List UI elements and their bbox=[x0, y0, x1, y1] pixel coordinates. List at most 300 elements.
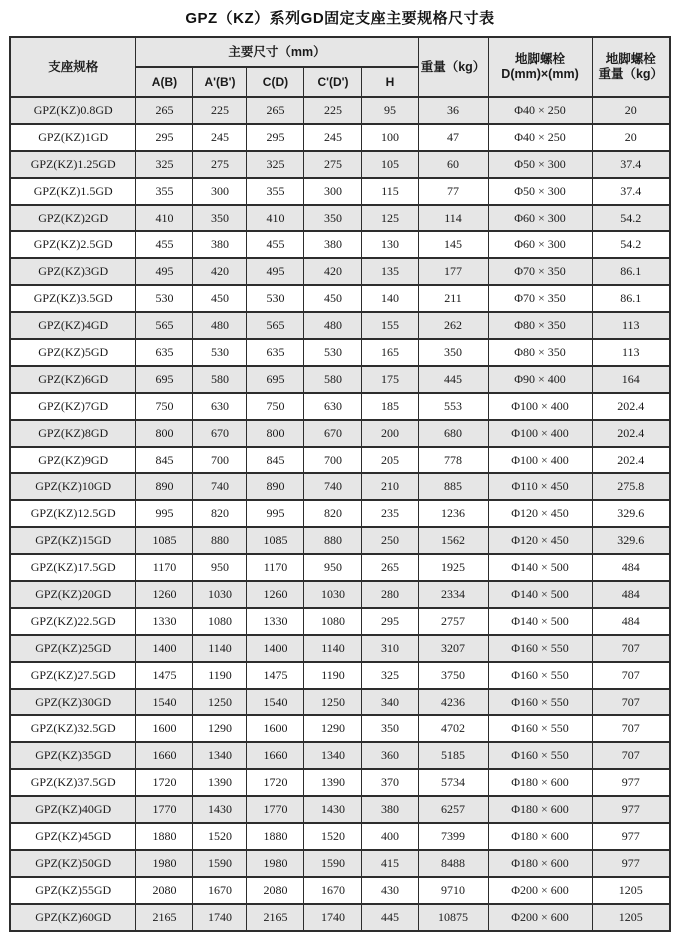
table-cell: Φ80 × 350 bbox=[488, 339, 592, 366]
table-cell: 1236 bbox=[418, 500, 488, 527]
table-cell: 77 bbox=[418, 178, 488, 205]
header-dim-h: H bbox=[362, 67, 418, 97]
spec-cell: GPZ(KZ)32.5GD bbox=[10, 715, 136, 742]
table-row bbox=[10, 339, 670, 366]
table-cell: 740 bbox=[193, 473, 247, 500]
table-cell: Φ140 × 500 bbox=[488, 554, 592, 581]
table-cell: 565 bbox=[136, 312, 193, 339]
table-cell: Φ120 × 450 bbox=[488, 500, 592, 527]
table-cell: 1260 bbox=[136, 581, 193, 608]
table-cell: 1260 bbox=[247, 581, 304, 608]
table-cell: 1330 bbox=[136, 608, 193, 635]
table-row bbox=[10, 97, 670, 124]
table-cell: 1390 bbox=[304, 769, 362, 796]
page-title: GPZ（KZ）系列GD固定支座主要规格尺寸表 bbox=[185, 10, 495, 27]
table-cell: 202.4 bbox=[592, 420, 670, 447]
spec-cell: GPZ(KZ)1.25GD bbox=[10, 151, 136, 178]
table-cell: 420 bbox=[193, 258, 247, 285]
table-cell: 977 bbox=[592, 850, 670, 877]
table-cell: 275 bbox=[304, 151, 362, 178]
table-row bbox=[10, 231, 670, 258]
table-cell: 707 bbox=[592, 662, 670, 689]
table-cell: 707 bbox=[592, 635, 670, 662]
header-anchor-bolt-weight bbox=[592, 37, 670, 97]
table-cell: 225 bbox=[304, 97, 362, 124]
table-cell: 3750 bbox=[418, 662, 488, 689]
table-header bbox=[10, 37, 670, 97]
table-cell: 707 bbox=[592, 715, 670, 742]
table-cell: 37.4 bbox=[592, 178, 670, 205]
spec-cell: GPZ(KZ)0.8GD bbox=[10, 97, 136, 124]
table-cell: 580 bbox=[304, 366, 362, 393]
table-cell: 1085 bbox=[136, 527, 193, 554]
table-row bbox=[10, 500, 670, 527]
table-cell: 530 bbox=[304, 339, 362, 366]
table-cell: 265 bbox=[247, 97, 304, 124]
table-cell: Φ120 × 450 bbox=[488, 527, 592, 554]
table-cell: 1660 bbox=[136, 742, 193, 769]
table-cell: 2165 bbox=[136, 904, 193, 931]
header-main-dims-group: 主要尺寸（mm） bbox=[136, 37, 418, 67]
table-cell: 210 bbox=[362, 473, 418, 500]
table-cell: 113 bbox=[592, 312, 670, 339]
table-cell: 750 bbox=[136, 393, 193, 420]
table-cell: 4236 bbox=[418, 689, 488, 716]
table-cell: 37.4 bbox=[592, 151, 670, 178]
table-cell: 430 bbox=[362, 877, 418, 904]
table-cell: 95 bbox=[362, 97, 418, 124]
table-row bbox=[10, 769, 670, 796]
table-cell: 1540 bbox=[136, 689, 193, 716]
table-cell: 707 bbox=[592, 689, 670, 716]
table-row bbox=[10, 258, 670, 285]
table-cell: 820 bbox=[304, 500, 362, 527]
table-cell: 1190 bbox=[304, 662, 362, 689]
spec-cell: GPZ(KZ)5GD bbox=[10, 339, 136, 366]
table-cell: Φ100 × 400 bbox=[488, 393, 592, 420]
table-cell: 1330 bbox=[247, 608, 304, 635]
table-cell: 1170 bbox=[247, 554, 304, 581]
table-cell: Φ160 × 550 bbox=[488, 635, 592, 662]
table-cell: 630 bbox=[304, 393, 362, 420]
table-cell: Φ100 × 400 bbox=[488, 420, 592, 447]
table-cell: 20 bbox=[592, 97, 670, 124]
table-cell: Φ160 × 550 bbox=[488, 689, 592, 716]
table-cell: Φ70 × 350 bbox=[488, 285, 592, 312]
table-cell: 580 bbox=[193, 366, 247, 393]
table-row bbox=[10, 662, 670, 689]
table-cell: 1562 bbox=[418, 527, 488, 554]
table-cell: 450 bbox=[193, 285, 247, 312]
table-cell: 1880 bbox=[247, 823, 304, 850]
table-cell: 484 bbox=[592, 554, 670, 581]
table-cell: 6257 bbox=[418, 796, 488, 823]
table-cell: 880 bbox=[193, 527, 247, 554]
table-cell: 800 bbox=[247, 420, 304, 447]
table-cell: Φ90 × 400 bbox=[488, 366, 592, 393]
table-cell: Φ160 × 550 bbox=[488, 715, 592, 742]
table-cell: 800 bbox=[136, 420, 193, 447]
spec-cell: GPZ(KZ)60GD bbox=[10, 904, 136, 931]
table-cell: 410 bbox=[136, 205, 193, 232]
table-cell: 635 bbox=[247, 339, 304, 366]
table-cell: 445 bbox=[418, 366, 488, 393]
table-row bbox=[10, 285, 670, 312]
spec-cell: GPZ(KZ)6GD bbox=[10, 366, 136, 393]
table-cell: 1925 bbox=[418, 554, 488, 581]
table-cell: 1250 bbox=[304, 689, 362, 716]
header-dim-a: A(B) bbox=[136, 67, 193, 97]
table-row bbox=[10, 715, 670, 742]
table-cell: 350 bbox=[418, 339, 488, 366]
header-anchor-bolt-weight-line1: 地脚螺栓 bbox=[605, 52, 656, 66]
table-row bbox=[10, 473, 670, 500]
table-cell: 1170 bbox=[136, 554, 193, 581]
table-cell: 420 bbox=[304, 258, 362, 285]
table-cell: 325 bbox=[247, 151, 304, 178]
table-cell: 1030 bbox=[193, 581, 247, 608]
table-row bbox=[10, 877, 670, 904]
table-row bbox=[10, 635, 670, 662]
header-spec: 支座规格 bbox=[10, 37, 136, 97]
table-cell: 86.1 bbox=[592, 258, 670, 285]
table-cell: 54.2 bbox=[592, 205, 670, 232]
table-cell: 310 bbox=[362, 635, 418, 662]
table-cell: 950 bbox=[304, 554, 362, 581]
table-cell: 1340 bbox=[193, 742, 247, 769]
table-cell: 10875 bbox=[418, 904, 488, 931]
table-cell: Φ140 × 500 bbox=[488, 608, 592, 635]
table-row bbox=[10, 689, 670, 716]
table-cell: 890 bbox=[247, 473, 304, 500]
table-cell: 1205 bbox=[592, 904, 670, 931]
table-cell: 450 bbox=[304, 285, 362, 312]
spec-cell: GPZ(KZ)22.5GD bbox=[10, 608, 136, 635]
table-cell: 670 bbox=[304, 420, 362, 447]
table-cell: 265 bbox=[362, 554, 418, 581]
header-weight: 重量（kg） bbox=[418, 37, 488, 97]
table-cell: 7399 bbox=[418, 823, 488, 850]
table-cell: 1030 bbox=[304, 581, 362, 608]
table-cell: 415 bbox=[362, 850, 418, 877]
table-cell: 1140 bbox=[193, 635, 247, 662]
table-row bbox=[10, 608, 670, 635]
table-cell: 1400 bbox=[136, 635, 193, 662]
table-cell: 200 bbox=[362, 420, 418, 447]
table-row bbox=[10, 904, 670, 931]
table-cell: 455 bbox=[136, 231, 193, 258]
table-cell: 5185 bbox=[418, 742, 488, 769]
spec-cell: GPZ(KZ)30GD bbox=[10, 689, 136, 716]
table-cell: 2334 bbox=[418, 581, 488, 608]
table-row bbox=[10, 850, 670, 877]
spec-cell: GPZ(KZ)55GD bbox=[10, 877, 136, 904]
table-cell: 1770 bbox=[247, 796, 304, 823]
table-cell: 707 bbox=[592, 742, 670, 769]
table-row bbox=[10, 178, 670, 205]
table-cell: 295 bbox=[362, 608, 418, 635]
table-cell: 205 bbox=[362, 447, 418, 474]
spec-cell: GPZ(KZ)27.5GD bbox=[10, 662, 136, 689]
table-cell: 1770 bbox=[136, 796, 193, 823]
table-cell: 370 bbox=[362, 769, 418, 796]
table-cell: 1590 bbox=[193, 850, 247, 877]
table-cell: 350 bbox=[193, 205, 247, 232]
table-cell: 995 bbox=[247, 500, 304, 527]
header-anchor-bolt-line1: 地脚螺栓 bbox=[515, 52, 566, 66]
table-cell: 355 bbox=[136, 178, 193, 205]
table-cell: 275 bbox=[193, 151, 247, 178]
spec-cell: GPZ(KZ)10GD bbox=[10, 473, 136, 500]
table-cell: 484 bbox=[592, 608, 670, 635]
table-cell: 1205 bbox=[592, 877, 670, 904]
table-cell: 1520 bbox=[304, 823, 362, 850]
table-cell: 484 bbox=[592, 581, 670, 608]
table-row bbox=[10, 205, 670, 232]
table-row bbox=[10, 151, 670, 178]
table-cell: 130 bbox=[362, 231, 418, 258]
table-cell: 565 bbox=[247, 312, 304, 339]
table-cell: 280 bbox=[362, 581, 418, 608]
table-cell: 1740 bbox=[193, 904, 247, 931]
table-cell: Φ50 × 300 bbox=[488, 151, 592, 178]
spec-cell: GPZ(KZ)4GD bbox=[10, 312, 136, 339]
table-row bbox=[10, 447, 670, 474]
table-cell: 530 bbox=[193, 339, 247, 366]
table-cell: 1080 bbox=[193, 608, 247, 635]
spec-cell: GPZ(KZ)17.5GD bbox=[10, 554, 136, 581]
table-cell: 1290 bbox=[304, 715, 362, 742]
table-row bbox=[10, 312, 670, 339]
spec-cell: GPZ(KZ)40GD bbox=[10, 796, 136, 823]
table-cell: 977 bbox=[592, 769, 670, 796]
table-cell: Φ160 × 550 bbox=[488, 662, 592, 689]
table-cell: 245 bbox=[304, 124, 362, 151]
spec-cell: GPZ(KZ)8GD bbox=[10, 420, 136, 447]
table-cell: 845 bbox=[247, 447, 304, 474]
table-cell: 8488 bbox=[418, 850, 488, 877]
table-cell: Φ140 × 500 bbox=[488, 581, 592, 608]
table-cell: 380 bbox=[193, 231, 247, 258]
table-cell: 325 bbox=[136, 151, 193, 178]
spec-cell: GPZ(KZ)35GD bbox=[10, 742, 136, 769]
header-anchor-bolt bbox=[488, 37, 592, 97]
table-cell: 1600 bbox=[136, 715, 193, 742]
table-cell: 553 bbox=[418, 393, 488, 420]
table-cell: 740 bbox=[304, 473, 362, 500]
table-cell: Φ180 × 600 bbox=[488, 769, 592, 796]
header-anchor-bolt-line2: D(mm)×(mm) bbox=[501, 67, 579, 81]
table-cell: 250 bbox=[362, 527, 418, 554]
spec-cell: GPZ(KZ)9GD bbox=[10, 447, 136, 474]
table-cell: 1140 bbox=[304, 635, 362, 662]
table-cell: 340 bbox=[362, 689, 418, 716]
table-cell: Φ200 × 600 bbox=[488, 904, 592, 931]
table-cell: 350 bbox=[362, 715, 418, 742]
table-cell: Φ40 × 250 bbox=[488, 124, 592, 151]
table-cell: 2165 bbox=[247, 904, 304, 931]
table-cell: 2757 bbox=[418, 608, 488, 635]
spec-cell: GPZ(KZ)3GD bbox=[10, 258, 136, 285]
table-cell: 325 bbox=[362, 662, 418, 689]
header-anchor-bolt-weight-line2: 重量（kg） bbox=[598, 67, 664, 81]
table-cell: 845 bbox=[136, 447, 193, 474]
table-cell: 1190 bbox=[193, 662, 247, 689]
table-cell: 495 bbox=[136, 258, 193, 285]
table-cell: 235 bbox=[362, 500, 418, 527]
table-cell: 1475 bbox=[136, 662, 193, 689]
spec-cell: GPZ(KZ)2GD bbox=[10, 205, 136, 232]
table-cell: 455 bbox=[247, 231, 304, 258]
table-cell: 400 bbox=[362, 823, 418, 850]
table-cell: 950 bbox=[193, 554, 247, 581]
table-cell: 175 bbox=[362, 366, 418, 393]
table-cell: 1660 bbox=[247, 742, 304, 769]
table-cell: 1430 bbox=[304, 796, 362, 823]
table-row bbox=[10, 420, 670, 447]
table-cell: 2080 bbox=[247, 877, 304, 904]
table-cell: 680 bbox=[418, 420, 488, 447]
table-cell: 890 bbox=[136, 473, 193, 500]
table-cell: 635 bbox=[136, 339, 193, 366]
header-dim-a2: A'(B') bbox=[193, 67, 247, 97]
table-cell: 1720 bbox=[247, 769, 304, 796]
table-cell: 165 bbox=[362, 339, 418, 366]
table-cell: 1430 bbox=[193, 796, 247, 823]
table-cell: 530 bbox=[247, 285, 304, 312]
table-cell: 1980 bbox=[247, 850, 304, 877]
table-cell: 329.6 bbox=[592, 527, 670, 554]
table-cell: 670 bbox=[193, 420, 247, 447]
table-cell: 885 bbox=[418, 473, 488, 500]
spec-cell: GPZ(KZ)2.5GD bbox=[10, 231, 136, 258]
table-cell: 355 bbox=[247, 178, 304, 205]
table-cell: 211 bbox=[418, 285, 488, 312]
table-row bbox=[10, 742, 670, 769]
table-cell: Φ100 × 400 bbox=[488, 447, 592, 474]
table-cell: 1475 bbox=[247, 662, 304, 689]
table-cell: 185 bbox=[362, 393, 418, 420]
table-row bbox=[10, 796, 670, 823]
table-cell: 2080 bbox=[136, 877, 193, 904]
table-cell: 1340 bbox=[304, 742, 362, 769]
table-cell: 1290 bbox=[193, 715, 247, 742]
table-cell: 350 bbox=[304, 205, 362, 232]
table-cell: 700 bbox=[193, 447, 247, 474]
spec-cell: GPZ(KZ)3.5GD bbox=[10, 285, 136, 312]
table-cell: 245 bbox=[193, 124, 247, 151]
table-cell: 1880 bbox=[136, 823, 193, 850]
table-cell: 145 bbox=[418, 231, 488, 258]
table-cell: 105 bbox=[362, 151, 418, 178]
table-cell: 113 bbox=[592, 339, 670, 366]
table-cell: 1720 bbox=[136, 769, 193, 796]
table-row bbox=[10, 393, 670, 420]
spec-cell: GPZ(KZ)20GD bbox=[10, 581, 136, 608]
table-cell: Φ160 × 550 bbox=[488, 742, 592, 769]
table-cell: 778 bbox=[418, 447, 488, 474]
table-cell: 630 bbox=[193, 393, 247, 420]
table-cell: 1980 bbox=[136, 850, 193, 877]
table-cell: 1080 bbox=[304, 608, 362, 635]
table-cell: 700 bbox=[304, 447, 362, 474]
table-cell: 300 bbox=[304, 178, 362, 205]
table-cell: Φ40 × 250 bbox=[488, 97, 592, 124]
table-cell: 1400 bbox=[247, 635, 304, 662]
table-cell: 20 bbox=[592, 124, 670, 151]
table-cell: 820 bbox=[193, 500, 247, 527]
header-dim-c: C(D) bbox=[247, 67, 304, 97]
table-cell: Φ180 × 600 bbox=[488, 850, 592, 877]
spec-cell: GPZ(KZ)25GD bbox=[10, 635, 136, 662]
spec-cell: GPZ(KZ)12.5GD bbox=[10, 500, 136, 527]
table-cell: 995 bbox=[136, 500, 193, 527]
table-row bbox=[10, 527, 670, 554]
table-cell: 329.6 bbox=[592, 500, 670, 527]
table-cell: 530 bbox=[136, 285, 193, 312]
table-cell: 380 bbox=[362, 796, 418, 823]
table-cell: Φ80 × 350 bbox=[488, 312, 592, 339]
table-cell: 1250 bbox=[193, 689, 247, 716]
header-row-main bbox=[10, 37, 670, 67]
table-cell: 300 bbox=[193, 178, 247, 205]
table-cell: 115 bbox=[362, 178, 418, 205]
table-cell: 1670 bbox=[193, 877, 247, 904]
table-cell: 295 bbox=[247, 124, 304, 151]
table-cell: Φ200 × 600 bbox=[488, 877, 592, 904]
table-cell: Φ180 × 600 bbox=[488, 796, 592, 823]
table-cell: 1590 bbox=[304, 850, 362, 877]
table-cell: 1670 bbox=[304, 877, 362, 904]
table-cell: 177 bbox=[418, 258, 488, 285]
table-cell: 480 bbox=[193, 312, 247, 339]
table-cell: Φ60 × 300 bbox=[488, 231, 592, 258]
table-cell: 695 bbox=[247, 366, 304, 393]
table-cell: 202.4 bbox=[592, 447, 670, 474]
table-cell: Φ60 × 300 bbox=[488, 205, 592, 232]
table-cell: 380 bbox=[304, 231, 362, 258]
spec-cell: GPZ(KZ)7GD bbox=[10, 393, 136, 420]
spec-cell: GPZ(KZ)15GD bbox=[10, 527, 136, 554]
table-cell: 360 bbox=[362, 742, 418, 769]
table-cell: 86.1 bbox=[592, 285, 670, 312]
table-cell: 5734 bbox=[418, 769, 488, 796]
table-cell: 155 bbox=[362, 312, 418, 339]
table-cell: 262 bbox=[418, 312, 488, 339]
table-cell: 125 bbox=[362, 205, 418, 232]
table-cell: 225 bbox=[193, 97, 247, 124]
table-cell: 295 bbox=[136, 124, 193, 151]
table-cell: 1740 bbox=[304, 904, 362, 931]
table-cell: 100 bbox=[362, 124, 418, 151]
table-row bbox=[10, 124, 670, 151]
table-cell: 1600 bbox=[247, 715, 304, 742]
table-cell: 1520 bbox=[193, 823, 247, 850]
table-cell: 54.2 bbox=[592, 231, 670, 258]
table-cell: 1085 bbox=[247, 527, 304, 554]
table-cell: 880 bbox=[304, 527, 362, 554]
header-dim-c2: C'(D') bbox=[304, 67, 362, 97]
table-cell: 977 bbox=[592, 796, 670, 823]
spec-cell: GPZ(KZ)45GD bbox=[10, 823, 136, 850]
table-cell: Φ110 × 450 bbox=[488, 473, 592, 500]
table-cell: 60 bbox=[418, 151, 488, 178]
table-cell: 135 bbox=[362, 258, 418, 285]
table-cell: 140 bbox=[362, 285, 418, 312]
table-cell: Φ70 × 350 bbox=[488, 258, 592, 285]
table-cell: 114 bbox=[418, 205, 488, 232]
table-cell: 9710 bbox=[418, 877, 488, 904]
